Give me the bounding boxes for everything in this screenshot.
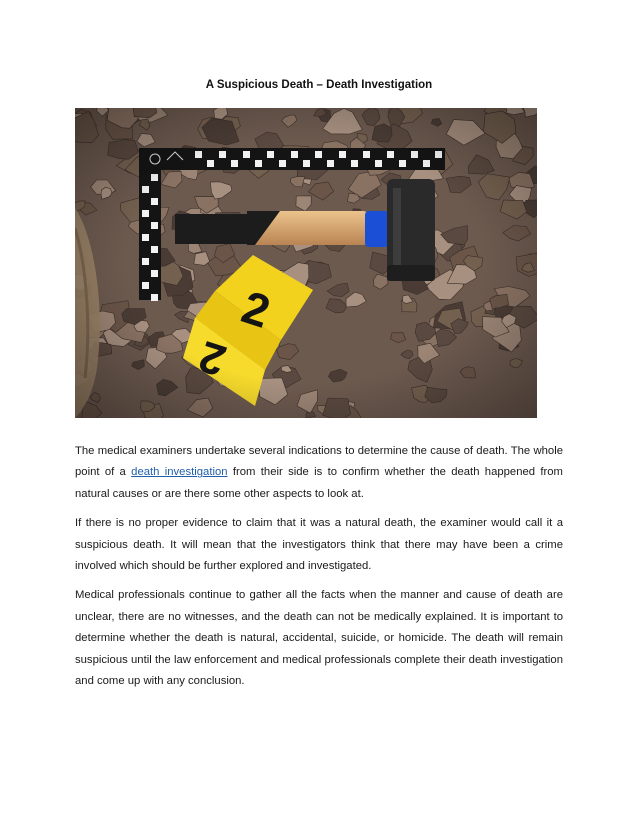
paragraph-1-text-after: from their side is to confirm whether the death happened from natural causes or are there some other aspects to look at.: [75, 466, 563, 500]
evidence-photo: [75, 108, 537, 418]
paragraph-1: [75, 441, 563, 505]
paragraph-2: If there is no proper evidence to claim that it was a natural death, the examiner would call it a suspicious death. It will mean that the investigators think that there may have been a crime involved which should be further explored and investigated.: [75, 517, 563, 573]
paragraph-1-text-before: The medical examiners undertake several indications to determine the cause of death. The whole point of a: [75, 445, 563, 479]
document-title: A Suspicious Death – Death Investigation: [205, 79, 433, 91]
paragraph-3: Medical professionals continue to gather all the facts when the manner and cause of death are unclear, there are no witnesses, and the death can not be medically explained. It is important to determine whether the death is natural, accidental, suicide, or homicide. The death will remain suspicious until the law enforcement and medical professionals complete their death investigation and come up with any conclusion.: [75, 589, 563, 688]
death-investigation-link[interactable]: death investigation: [131, 466, 228, 479]
document-body: [75, 441, 563, 700]
